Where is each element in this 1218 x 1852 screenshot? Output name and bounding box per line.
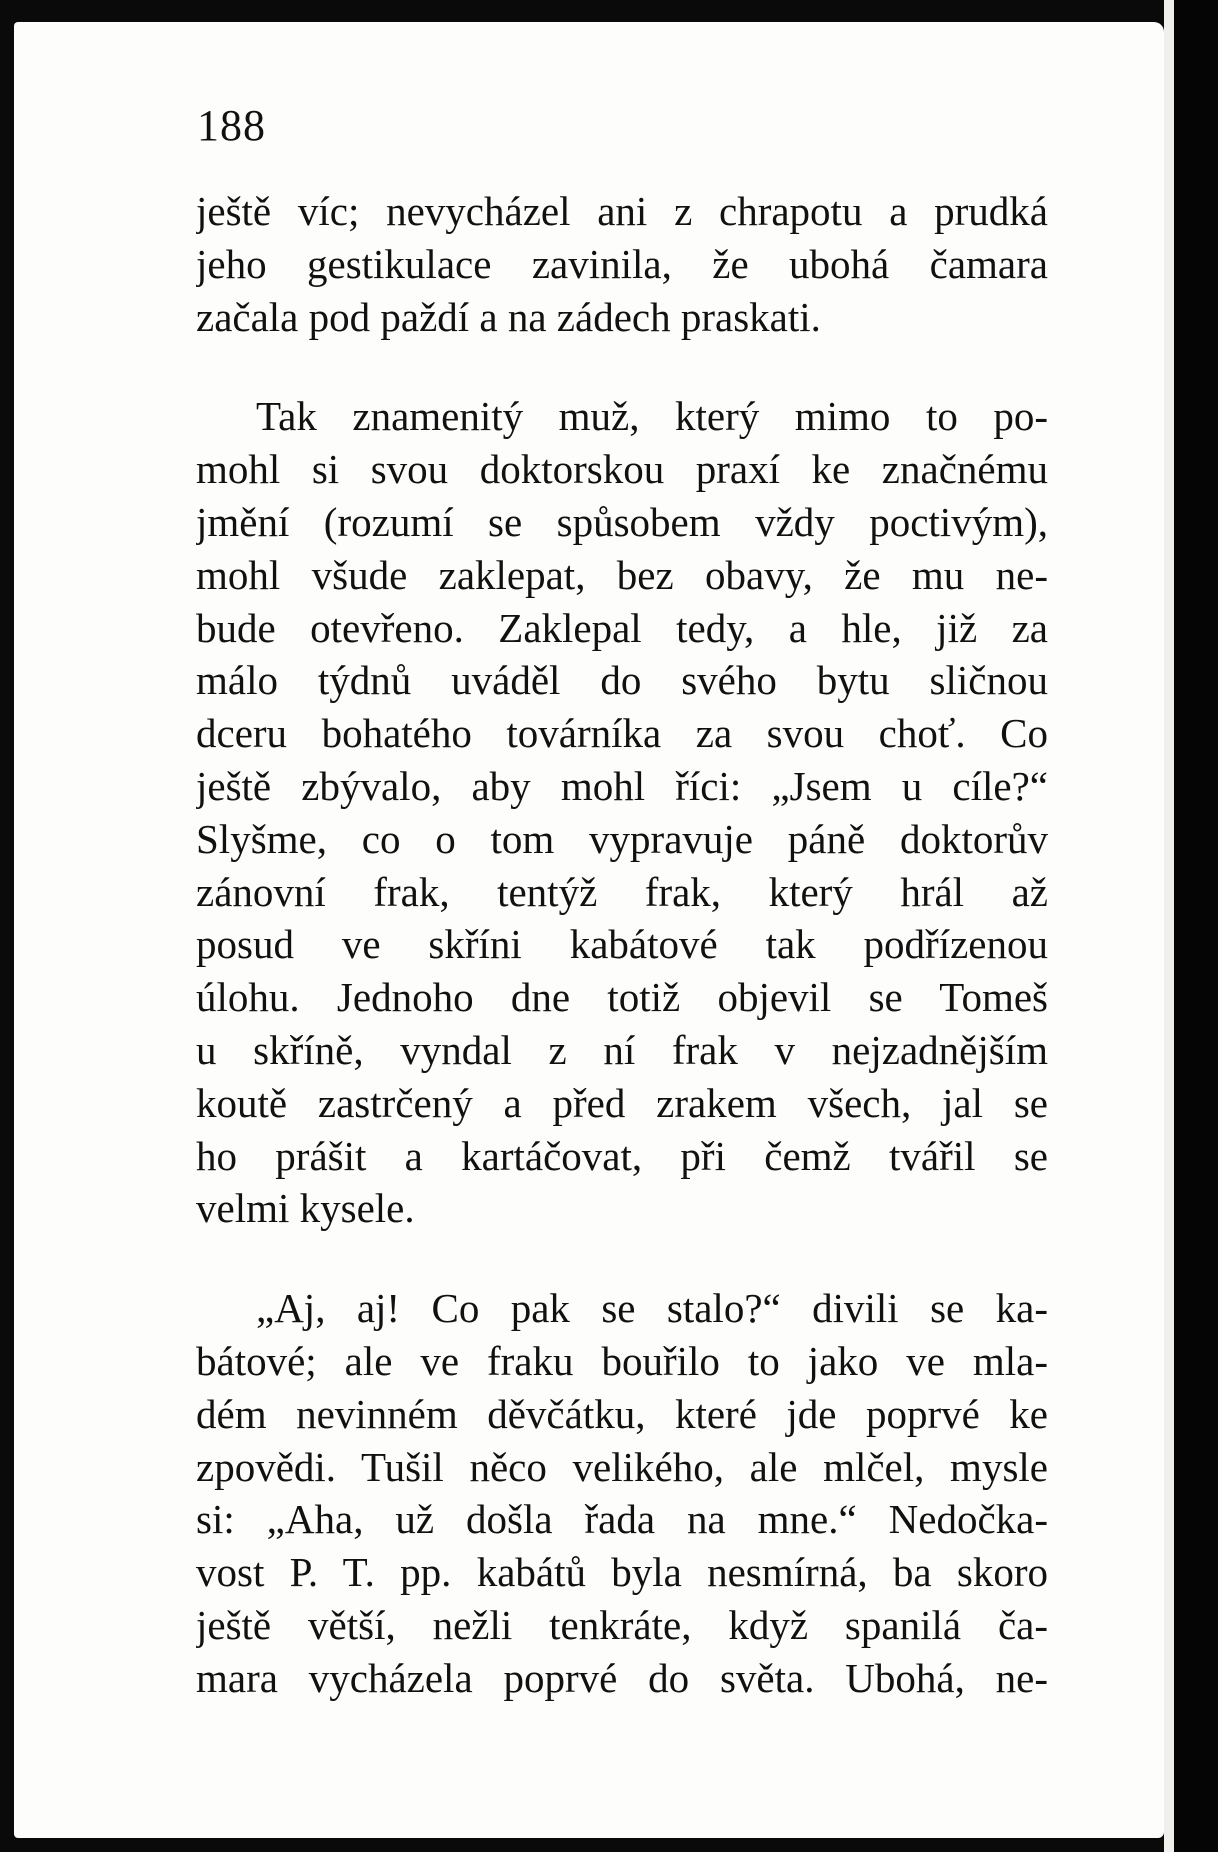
text-line: bude otevřeno. Zaklepal tedy, a hle, již za: [196, 604, 1048, 651]
text-line: dceru bohatého továrníka za svou choť. Co: [196, 710, 1048, 757]
text-line: posud ve skříni kabátové tak podřízenou: [196, 921, 1048, 968]
text-line: ho prášit a kartáčovat, při čemž tvářil se: [196, 1132, 1048, 1179]
text-line: koutě zastrčený a před zrakem všech, jal se: [196, 1079, 1048, 1126]
text-line: bátové; ale ve fraku bouřilo to jako ve mla-: [196, 1337, 1048, 1384]
scan-border: [1174, 0, 1218, 1852]
text-line: u skříně, vyndal z ní frak v nejzadnějším: [196, 1026, 1048, 1073]
text-line: dém nevinném děvčátku, které jde poprvé ke: [196, 1390, 1048, 1437]
text-line: ještě zbývalo, aby mohl říci: „Jsem u cíle?“: [196, 762, 1048, 809]
text-line: „Aj, aj! Co pak se stalo?“ divili se ka-: [256, 1285, 1048, 1332]
text-line: jeho gestikulace zavinila, že ubohá čamara: [196, 240, 1048, 287]
text-line: úlohu. Jednoho dne totiž objevil se Tomeš: [196, 974, 1048, 1021]
page-edge: [1164, 0, 1174, 1852]
text-line: mara vycházela poprvé do světa. Ubohá, ne-: [196, 1654, 1048, 1701]
text-line: mohl si svou doktorskou praxí ke značnému: [196, 446, 1048, 493]
page-number: 188: [197, 101, 266, 150]
text-line: vost P. T. pp. kabátů byla nesmírná, ba skoro: [196, 1549, 1048, 1596]
text-line: si: „Aha, už došla řada na mne.“ Nedočka-: [196, 1496, 1048, 1543]
text-line: ještě větší, nežli tenkráte, když spanilá ča-: [196, 1601, 1048, 1648]
text-line: Slyšme, co o tom vypravuje páně doktorův: [196, 815, 1048, 862]
text-line: velmi kysele.: [196, 1185, 415, 1232]
text-line: zánovní frak, tentýž frak, který hrál až: [196, 868, 1048, 915]
text-line: mohl všude zaklepat, bez obavy, že mu ne-: [196, 551, 1048, 598]
text-line: zpovědi. Tušil něco velikého, ale mlčel, mysle: [196, 1443, 1048, 1490]
text-line: ještě víc; nevycházel ani z chrapotu a prudká: [196, 188, 1048, 234]
text-line: jmění (rozumí se spůsobem vždy poctivým),: [196, 498, 1048, 545]
text-line: začala pod paždí a na zádech praskati.: [196, 293, 821, 340]
body-text: [196, 185, 1048, 1705]
text-line: málo týdnů uváděl do svého bytu sličnou: [196, 657, 1048, 704]
text-line: Tak znamenitý muž, který mimo to po-: [256, 393, 1048, 440]
